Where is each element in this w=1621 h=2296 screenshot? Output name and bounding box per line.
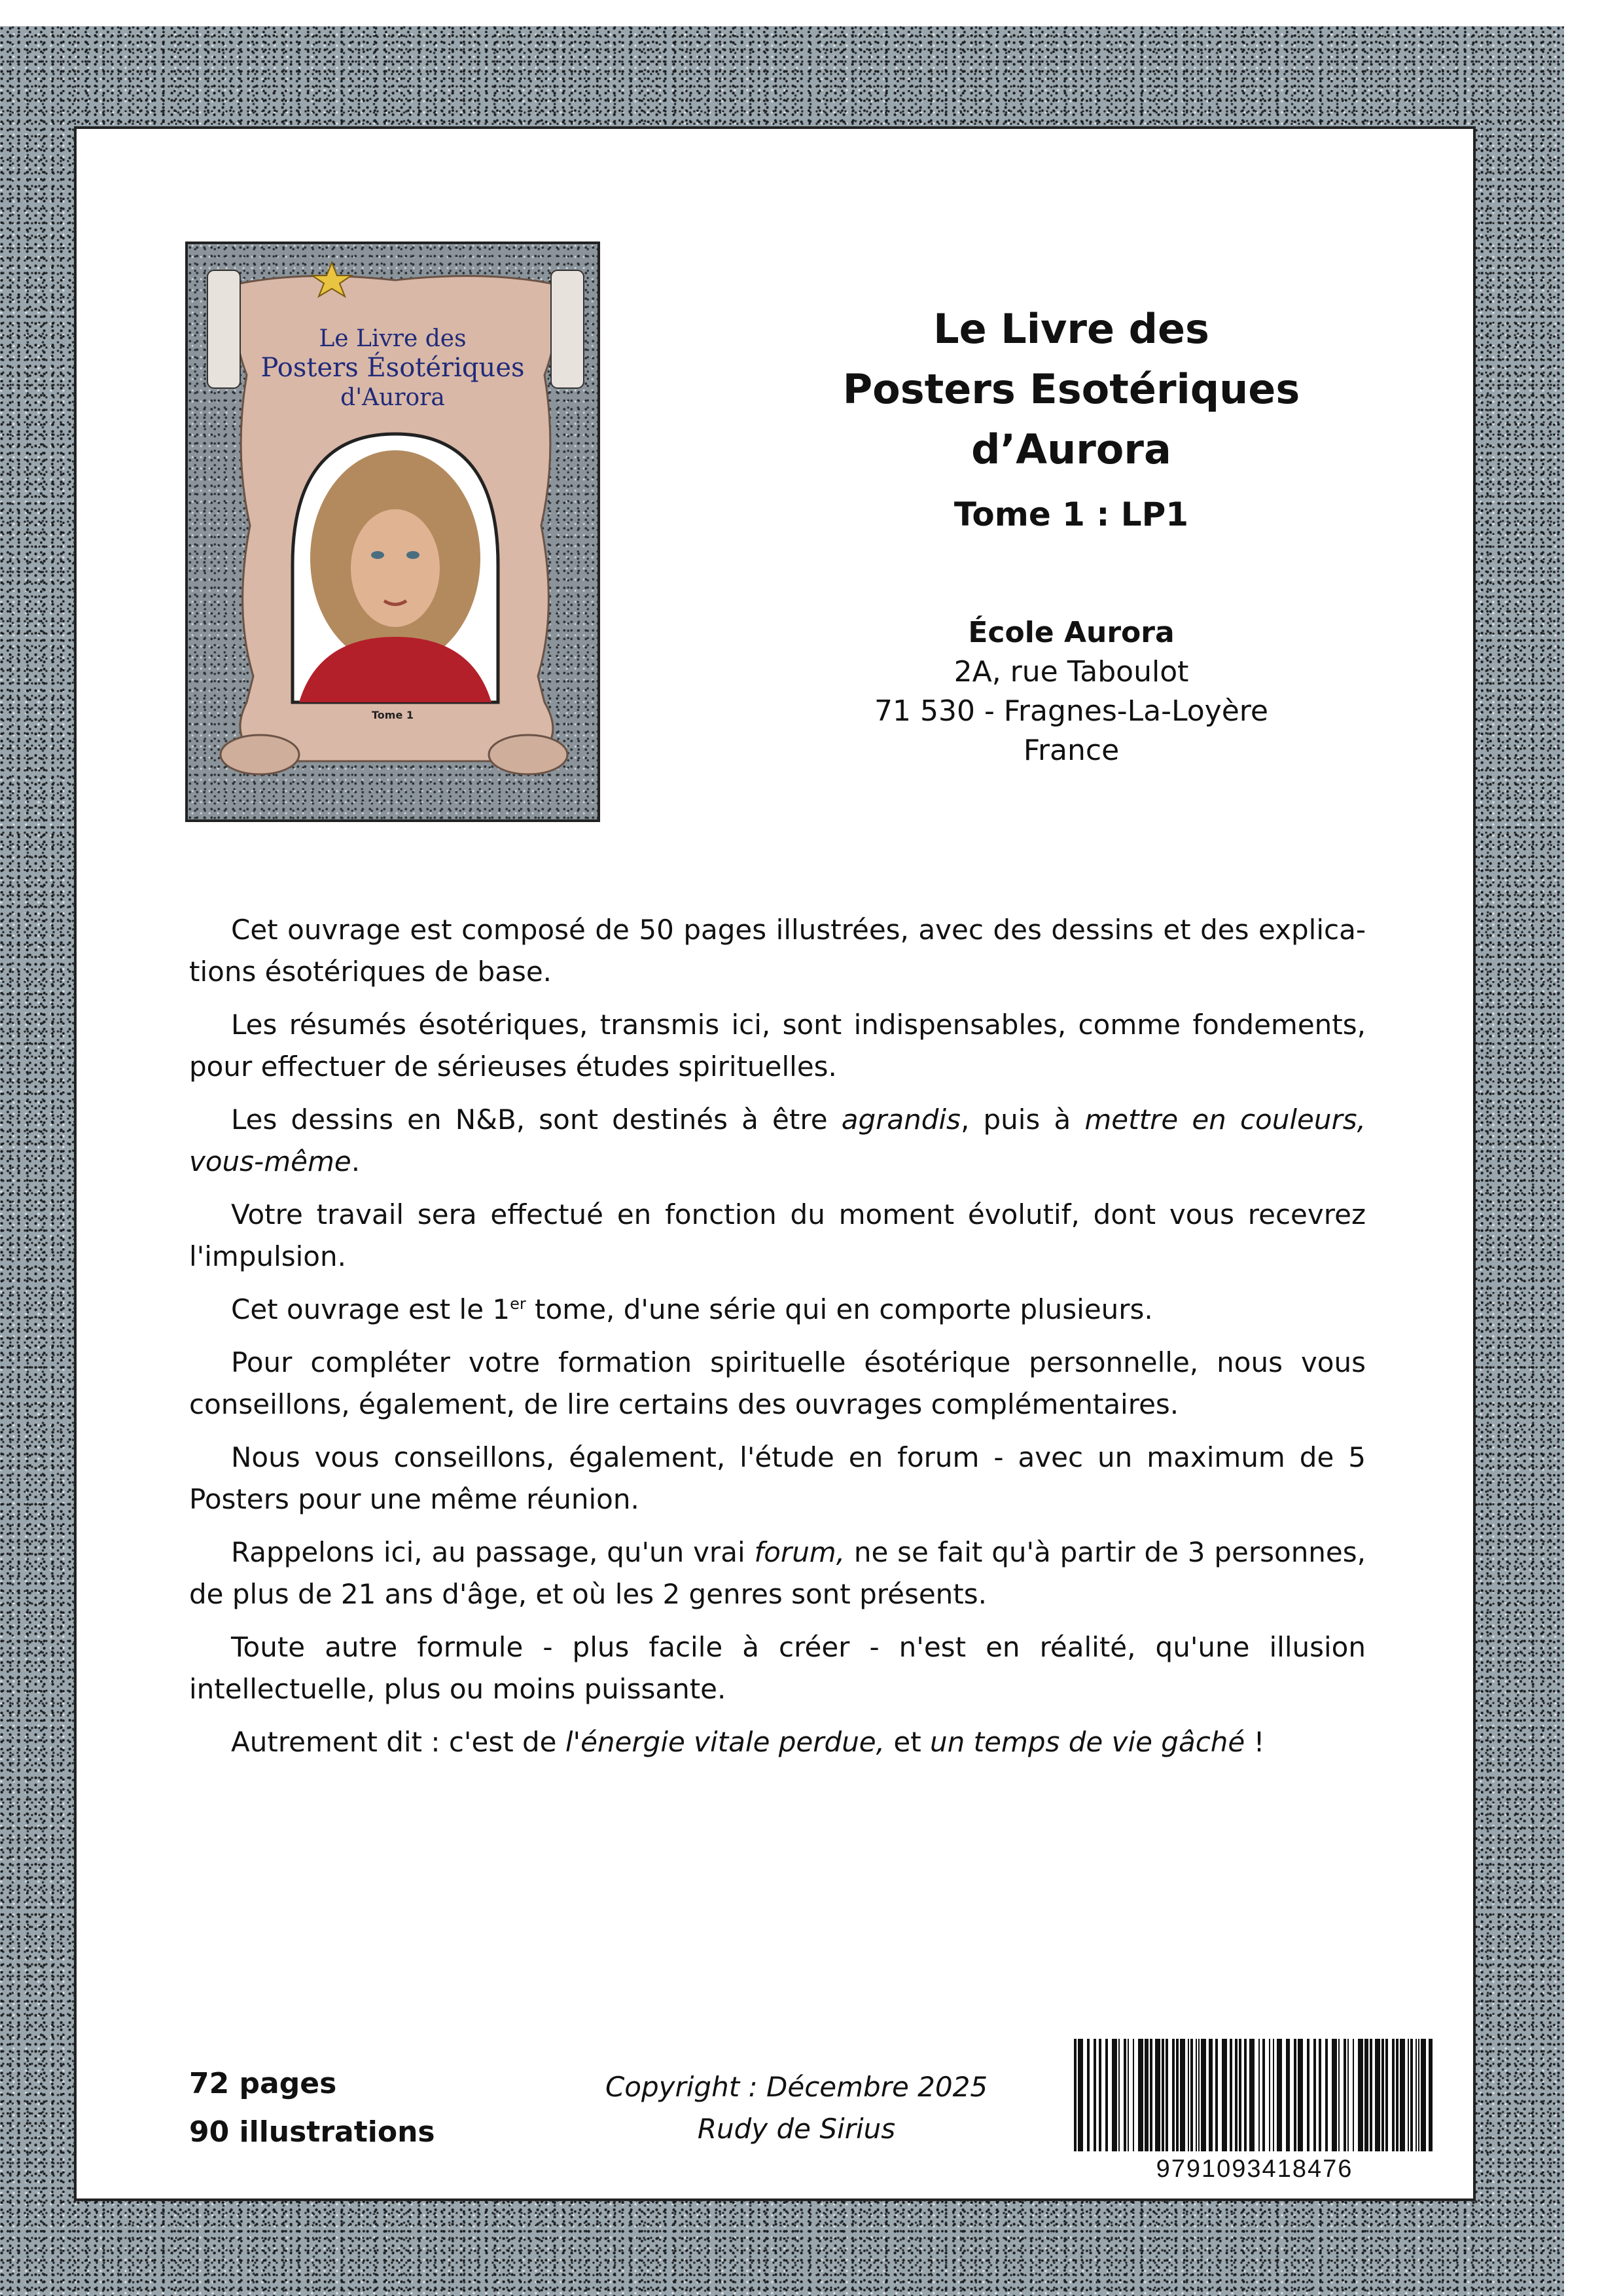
- barcode-bar: [1249, 2039, 1255, 2151]
- barcode-bar: [1188, 2039, 1189, 2151]
- barcode-bar: [1418, 2039, 1419, 2151]
- barcode-bar: [1410, 2039, 1413, 2151]
- barcode-bar: [1138, 2039, 1143, 2151]
- address-city: 71 530 - Fragnes-La-Loyère: [874, 694, 1268, 728]
- barcode-bar: [1370, 2039, 1372, 2151]
- barcode-bar: [1166, 2039, 1168, 2151]
- paragraph-10: Autrement dit : c'est de l'énergie vitale perdue, et un temps de vie gâché !: [231, 1726, 1265, 1758]
- barcode-bar: [1198, 2039, 1200, 2151]
- back-cover-page: [74, 126, 1476, 2201]
- barcode-bar: [1338, 2039, 1340, 2151]
- tome-label: Tome 1 : LP1: [953, 495, 1189, 533]
- isbn-barcode: [1071, 2039, 1438, 2196]
- barcode-bar: [1298, 2039, 1303, 2151]
- barcode-bar: [1332, 2039, 1337, 2151]
- barcode-bar: [1128, 2039, 1129, 2151]
- barcode-bar: [1353, 2039, 1354, 2151]
- publisher-name: École Aurora: [968, 616, 1175, 649]
- book-title-line2: Posters Esotériques: [842, 365, 1300, 413]
- barcode-bar: [1094, 2039, 1096, 2151]
- barcode-bars: [1071, 2039, 1438, 2153]
- paragraph-9: Toute autre formule - plus facile à créer - n'est en réalité, qu'une illusion intellectuelle, plus ou moins puissante.: [189, 1631, 1366, 1705]
- barcode-bar: [1074, 2039, 1077, 2151]
- book-title-line3: d’Aurora: [971, 425, 1171, 473]
- paragraph-5: Cet ouvrage est le 1er tome, d'une série qui en comporte plusieurs.: [231, 1293, 1153, 1325]
- paragraph-8: Rappelons ici, au passage, qu'un vrai forum, ne se fait qu'à partir de 3 personnes, de plus de 21 ans d'âge, et où les 2 genres sont présents.: [189, 1536, 1366, 1610]
- barcode-bar: [1307, 2039, 1309, 2151]
- description-text: [189, 909, 1366, 1774]
- barcode-bar: [1133, 2039, 1134, 2151]
- barcode-bar: [1381, 2039, 1384, 2151]
- copyright-date: Copyright : Décembre 2025: [605, 2071, 988, 2103]
- barcode-bar: [1155, 2039, 1160, 2151]
- barcode-bar: [1180, 2039, 1185, 2151]
- barcode-bar: [1400, 2039, 1405, 2151]
- barcode-bar: [1112, 2039, 1117, 2151]
- barcode-bar: [1273, 2039, 1274, 2151]
- barcode-bar: [1145, 2039, 1149, 2151]
- barcode-bar: [1344, 2039, 1346, 2151]
- barcode-bar: [1416, 2039, 1417, 2151]
- barcode-bar: [1358, 2039, 1363, 2151]
- book-title: [731, 299, 1412, 480]
- paragraph-7: Nous vous conseillons, également, l'étude en forum - avec un maximum de 5 Posters pour une même réunion.: [189, 1441, 1366, 1515]
- barcode-bar: [1421, 2039, 1426, 2151]
- isbn-number: 9791093418476: [1156, 2155, 1353, 2183]
- barcode-bar: [1294, 2039, 1296, 2151]
- barcode-bar: [1385, 2039, 1388, 2151]
- barcode-bar: [1277, 2039, 1282, 2151]
- author-name: Rudy de Sirius: [697, 2113, 896, 2145]
- barcode-bar: [1313, 2039, 1316, 2151]
- barcode-bar: [1222, 2039, 1227, 2151]
- paragraph-4: Votre travail sera effectué en fonction du moment évolutif, dont vous recevrez l'impulsion.: [189, 1198, 1366, 1272]
- book-title-line1: Le Livre des: [933, 305, 1209, 353]
- cover-title-line3: d'Aurora: [340, 384, 445, 411]
- address-street: 2A, rue Taboulot: [953, 655, 1189, 689]
- barcode-bar: [1162, 2039, 1164, 2151]
- barcode-bar: [1258, 2039, 1260, 2151]
- barcode-bar: [1408, 2039, 1409, 2151]
- copyright-notice: [600, 2066, 993, 2150]
- publisher-address: [731, 613, 1412, 770]
- barcode-bar: [1286, 2039, 1290, 2151]
- barcode-bar: [1239, 2039, 1241, 2151]
- page-count: 72 pages: [189, 2067, 337, 2100]
- barcode-bar: [1201, 2039, 1206, 2151]
- barcode-bar: [1172, 2039, 1175, 2151]
- book-stats: [189, 2060, 435, 2157]
- barcode-bar: [1396, 2039, 1398, 2151]
- barcode-bar: [1230, 2039, 1232, 2151]
- paragraph-6: Pour compléter votre formation spirituelle ésotérique personnelle, nous vous conseillons, également, de lire certains des ouvrages complémentaires.: [189, 1346, 1366, 1420]
- barcode-bar: [1262, 2039, 1265, 2151]
- barcode-bar: [1269, 2039, 1270, 2151]
- paragraph-2: Les résumés ésotériques, transmis ici, sont indispensables, comme fondements, pour effectuer de sérieuses études spirituelles.: [189, 1009, 1366, 1083]
- barcode-bar: [1176, 2039, 1179, 2151]
- paragraph-3: Les dessins en N&B, sont destinés à être agrandis, puis à mettre en couleurs, vous-même.: [189, 1103, 1366, 1177]
- barcode-bar: [1215, 2039, 1218, 2151]
- barcode-bar: [1190, 2039, 1193, 2151]
- cover-title-line2: Posters Ésotériques: [260, 353, 525, 383]
- barcode-bar: [1375, 2039, 1380, 2151]
- barcode-bar: [1105, 2039, 1108, 2151]
- barcode-bar: [1347, 2039, 1349, 2151]
- barcode-bar: [1099, 2039, 1101, 2151]
- barcode-bar: [1209, 2039, 1213, 2151]
- barcode-bar: [1325, 2039, 1328, 2151]
- barcode-bar: [1364, 2039, 1368, 2151]
- barcode-bar: [1124, 2039, 1126, 2151]
- barcode-bar: [1150, 2039, 1152, 2151]
- cover-tome-label: Tome 1: [371, 709, 414, 721]
- barcode-bar: [1392, 2039, 1395, 2151]
- barcode-bar: [1196, 2039, 1197, 2151]
- cover-thumbnail: [185, 242, 600, 822]
- cover-title-line1: Le Livre des: [319, 325, 467, 352]
- barcode-bar: [1429, 2039, 1433, 2151]
- paragraph-1: Cet ouvrage est composé de 50 pages illustrées, avec des dessins et des explications ésotériques de base.: [189, 914, 1366, 988]
- barcode-bar: [1244, 2039, 1247, 2151]
- address-country: France: [1023, 734, 1120, 767]
- illustration-count: 90 illustrations: [189, 2115, 435, 2149]
- barcode-bar: [1087, 2039, 1090, 2151]
- barcode-bar: [1235, 2039, 1238, 2151]
- barcode-bar: [1118, 2039, 1120, 2151]
- barcode-bar: [1078, 2039, 1083, 2151]
- barcode-bar: [1319, 2039, 1321, 2151]
